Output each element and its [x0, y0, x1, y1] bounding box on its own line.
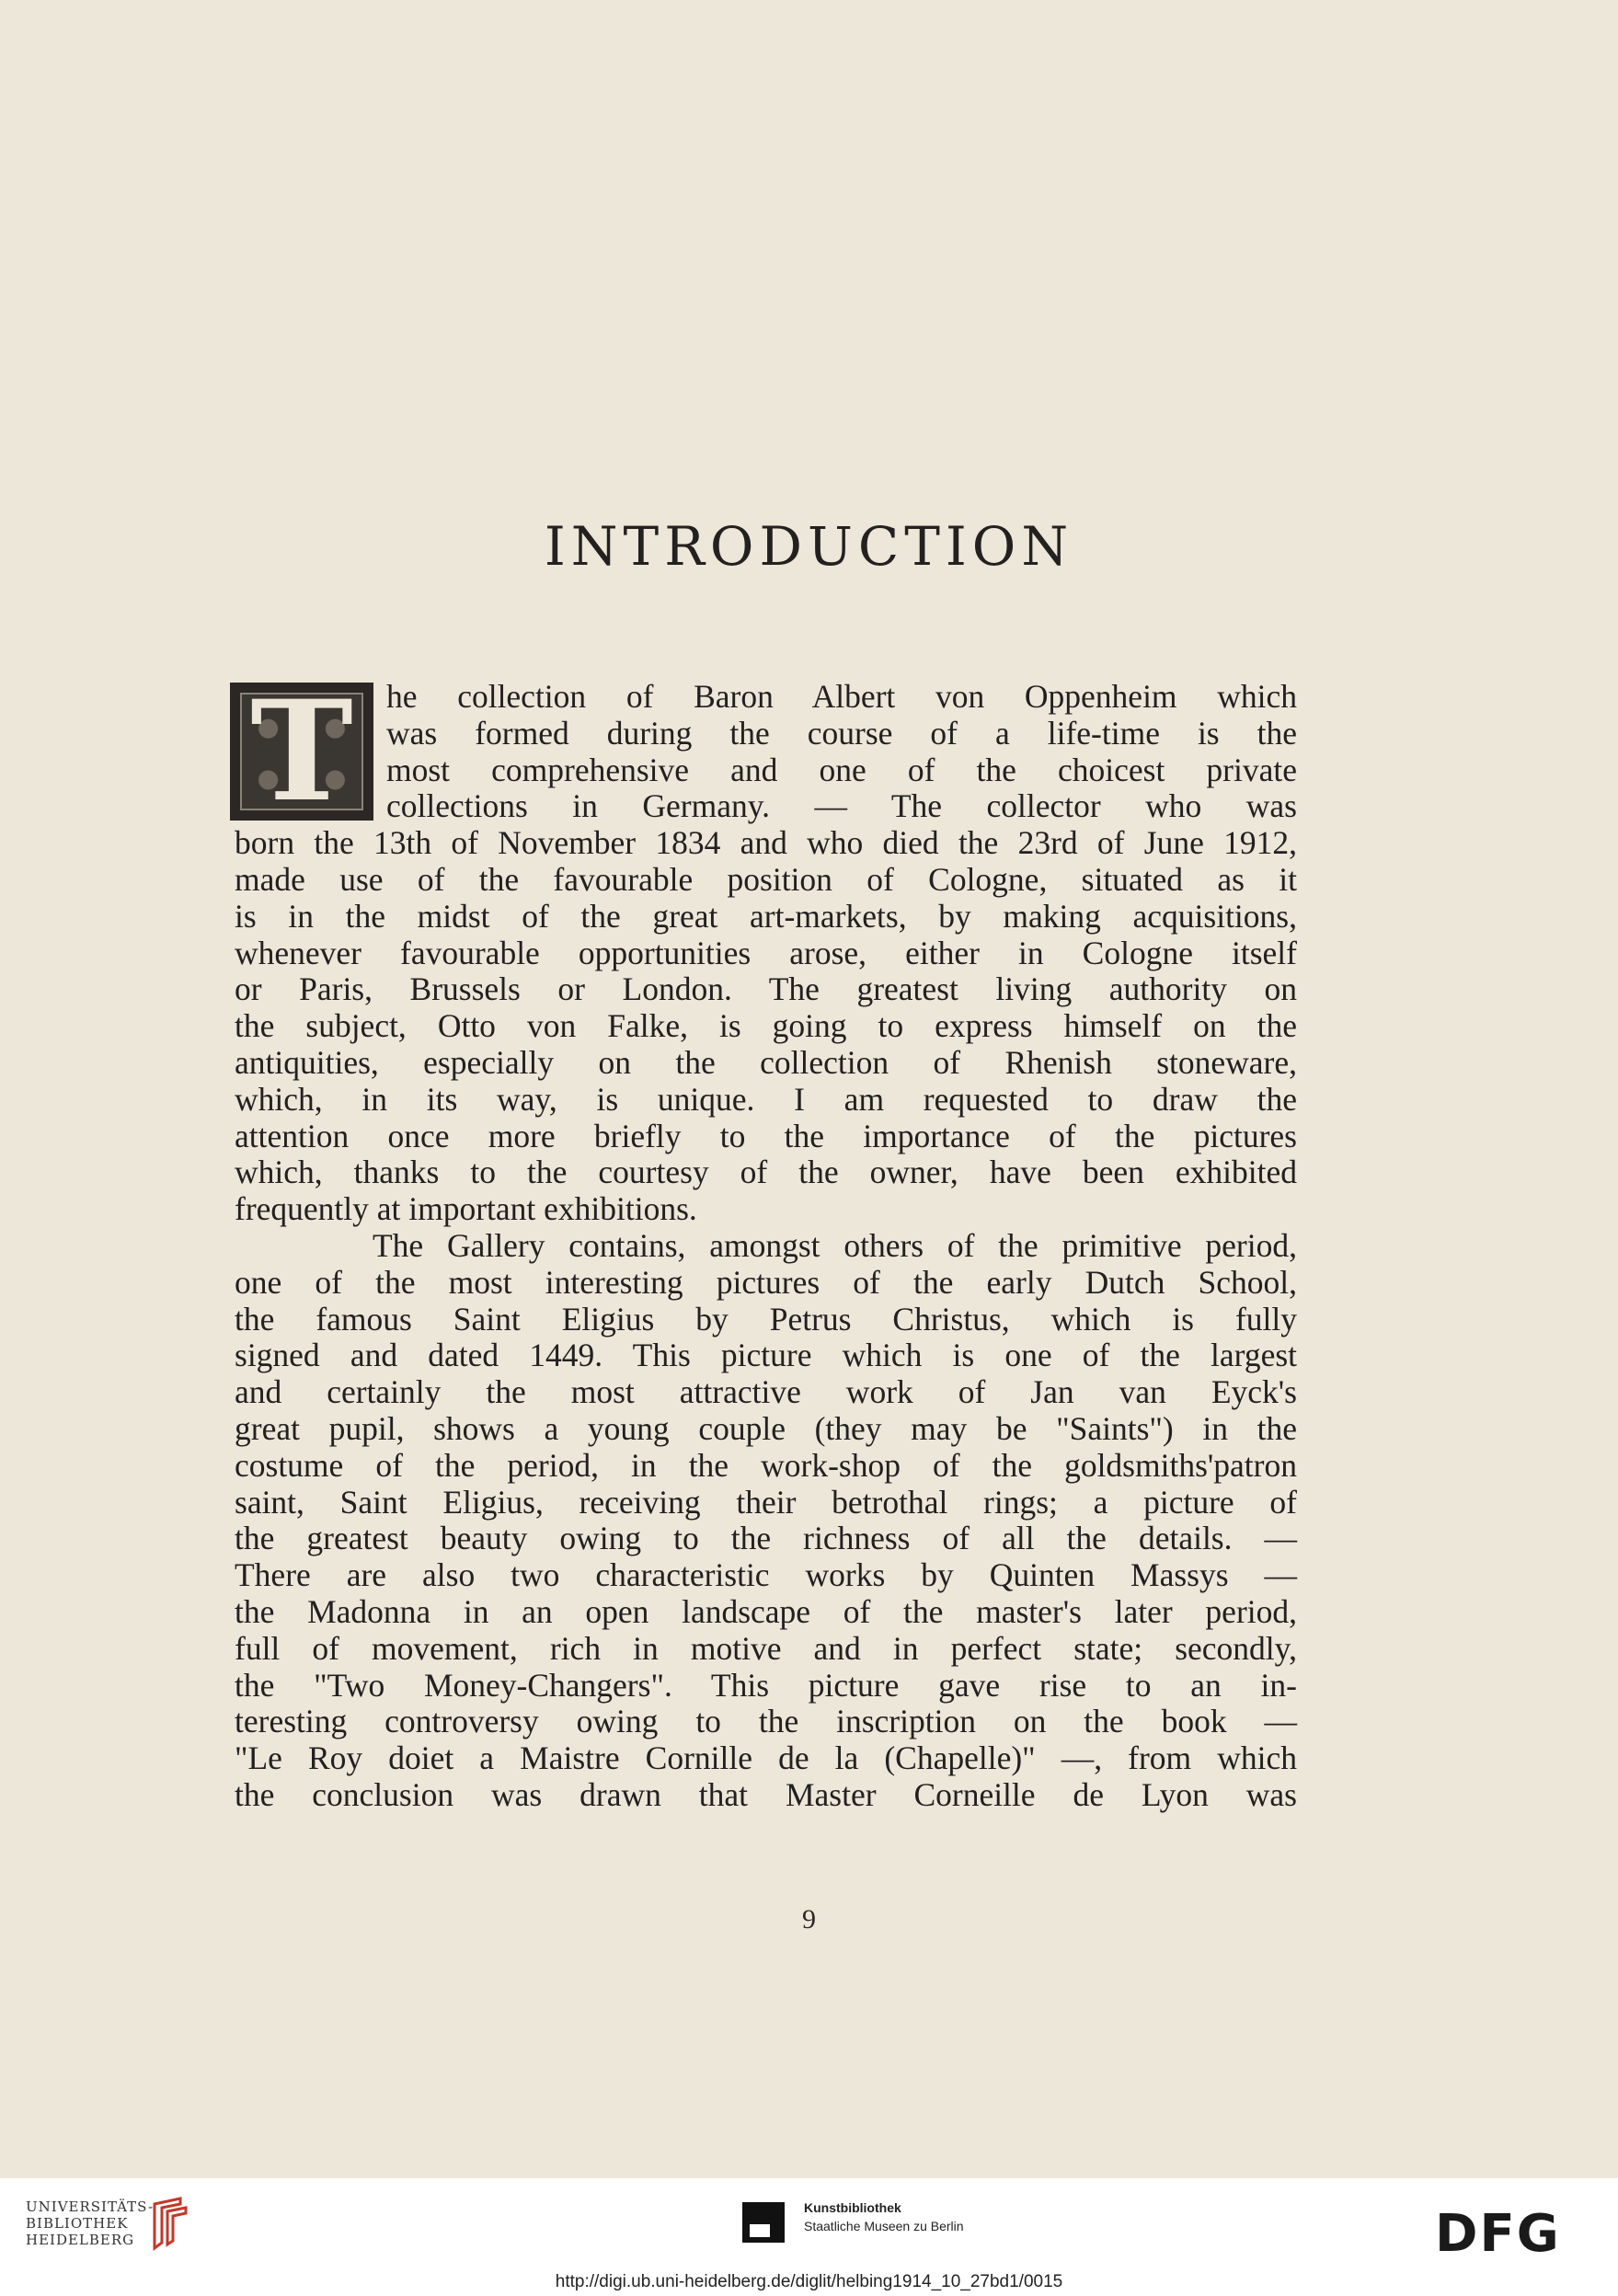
- dropcap-letter: T: [250, 671, 353, 832]
- text-line: he collection of Baron Albert von Oppenheim which: [386, 678, 1297, 715]
- page-title: INTRODUCTION: [544, 515, 1074, 578]
- dfg-logo: DFG: [1435, 2204, 1561, 2264]
- text-line: which, in its way, is unique. I am requested to draw the: [235, 1080, 1297, 1118]
- text-line: the famous Saint Eligius by Petrus Christus, which is fully: [235, 1300, 1297, 1337]
- text-line: The Gallery contains, amongst others of the primitive period,: [373, 1226, 1297, 1264]
- text-line: the Madonna in an open landscape of the master's later period,: [235, 1592, 1297, 1630]
- kunstbibliothek-logo-icon: [740, 2200, 786, 2244]
- university-library-name: UNIVERSITÄTS- BIBLIOTHEK HEIDELBERG: [26, 2198, 155, 2248]
- text-line: the "Two Money-Changers". This picture gave rise to an in-: [235, 1666, 1297, 1704]
- body-text: [235, 671, 1297, 1814]
- university-logo-icon: [145, 2197, 191, 2252]
- text-line: full of movement, rich in motive and in perfect state; secondly,: [235, 1629, 1297, 1667]
- text-line: born the 13th of November 1834 and who died the 23rd of June 1912,: [235, 824, 1297, 862]
- text-line: There are also two characteristic works by Quinten Massys —: [235, 1556, 1297, 1594]
- text-line: the greatest beauty owing to the richness of all the details. —: [235, 1520, 1297, 1557]
- text-line: or Paris, Brussels or London. The greatest living authority on: [235, 970, 1297, 1008]
- text-line: one of the most interesting pictures of the early Dutch School,: [235, 1263, 1297, 1301]
- text-line: most comprehensive and one of the choicest private: [386, 751, 1297, 788]
- text-line: "Le Roy doiet a Maistre Cornille de la (Chapelle)" —, from which: [235, 1739, 1297, 1777]
- text-line: great pupil, shows a young couple (they may be "Saints") in the: [235, 1409, 1297, 1447]
- dropcap-ornament: [230, 671, 373, 832]
- text-line: the subject, Otto von Falke, is going to express himself on the: [235, 1007, 1297, 1045]
- text-line: whenever favourable opportunities arose, either in Cologne itself: [235, 934, 1297, 971]
- text-line: teresting controversy owing to the inscription on the book —: [235, 1703, 1297, 1740]
- text-line: the conclusion was drawn that Master Corneille de Lyon was: [235, 1775, 1297, 1813]
- text-line: frequently at important exhibitions.: [235, 1190, 697, 1228]
- kunstbibliothek-label: Kunstbibliothek Staatliche Museen zu Berlin: [804, 2200, 964, 2233]
- text-line: attention once more briefly to the importance of the pictures: [235, 1117, 1297, 1154]
- page-number: 9: [802, 1904, 816, 1934]
- text-line: saint, Saint Eligius, receiving their betrothal rings; a picture of: [235, 1483, 1297, 1521]
- text-line: collections in Germany. — The collector who was: [386, 787, 1297, 825]
- page-url[interactable]: http://digi.ub.uni-heidelberg.de/diglit/helbing1914_10_27bd1/0015: [555, 2272, 1063, 2291]
- text-line: signed and dated 1449. This picture which is one of the largest: [235, 1337, 1297, 1374]
- viewer-footer: [0, 2178, 1618, 2296]
- text-line: is in the midst of the great art-markets, by making acquisitions,: [235, 897, 1297, 935]
- text-line: antiquities, especially on the collection of Rhenish stoneware,: [235, 1043, 1297, 1081]
- text-line: which, thanks to the courtesy of the owner, have been exhibited: [235, 1154, 1297, 1191]
- text-line: made use of the favourable position of Cologne, situated as it: [235, 860, 1297, 898]
- text-line: costume of the period, in the work-shop of the goldsmiths'patron: [235, 1446, 1297, 1484]
- text-line: and certainly the most attractive work of Jan van Eyck's: [235, 1373, 1297, 1411]
- text-line: was formed during the course of a life-time is the: [386, 714, 1297, 752]
